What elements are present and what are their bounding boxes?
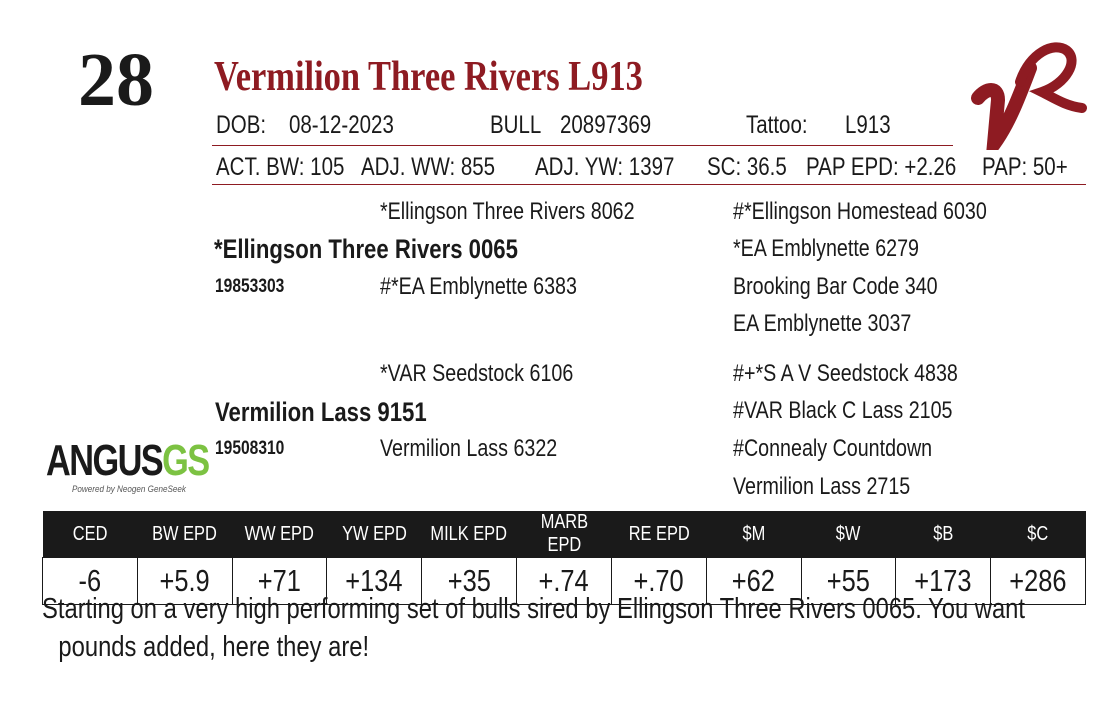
epd-value-ww: +71	[232, 558, 327, 605]
dob-value: 08-12-2023	[289, 111, 394, 139]
pap-value: PAP: 50+	[982, 153, 1068, 181]
vr-ranch-logo	[968, 38, 1088, 150]
registration-number: 20897369	[560, 111, 652, 139]
epd-header-ww: WW EPD	[232, 511, 327, 558]
sire-name: *Ellingson Three Rivers 0065	[214, 234, 518, 264]
sire-sire-sire: #*Ellingson Homestead 6030	[733, 198, 987, 225]
animal-name: Vermilion Three Rivers L913	[214, 54, 643, 100]
epd-header-m: $M	[706, 511, 801, 558]
epd-header-marb: MARB EPD	[517, 511, 612, 558]
epd-header-b: $B	[896, 511, 991, 558]
epd-value-milk: +35	[422, 558, 517, 605]
angus-word: ANGUS	[46, 436, 163, 485]
dam-sire-sire: #+*S A V Seedstock 4838	[733, 360, 958, 387]
sire-registration: 19853303	[215, 276, 285, 297]
sire-dam: #*EA Emblynette 6383	[380, 273, 577, 300]
epd-value-yw: +134	[327, 558, 422, 605]
epd-header-ced: CED	[43, 511, 138, 558]
angus-gs-mark: GS	[162, 436, 209, 485]
adj-yw: ADJ. YW: 1397	[535, 153, 675, 181]
dam-dam-dam: Vermilion Lass 2715	[733, 473, 911, 500]
epd-value-re: +.70	[611, 558, 706, 605]
divider-rule	[212, 184, 1086, 185]
notes-block	[42, 590, 1082, 666]
notes-text: Starting on a very high performing set of bulls sired by Ellingson Three Rivers 0065. You want pounds added, here they are!	[42, 593, 1026, 663]
epd-value-m: +62	[706, 558, 801, 605]
epd-header-milk: MILK EPD	[422, 511, 517, 558]
angus-gs-logo	[46, 436, 209, 500]
epd-header-yw: YW EPD	[327, 511, 422, 558]
epd-header-re: RE EPD	[611, 511, 706, 558]
epd-value-c: +286	[991, 558, 1086, 605]
sire-sire-dam: *EA Emblynette 6279	[733, 235, 919, 262]
sire-sire: *Ellingson Three Rivers 8062	[380, 198, 635, 225]
tattoo-value: L913	[845, 111, 891, 139]
dam-sire-dam: #VAR Black C Lass 2105	[733, 397, 953, 424]
sex-value: BULL	[490, 111, 542, 139]
divider-rule	[212, 145, 953, 146]
dam-registration: 19508310	[215, 438, 285, 459]
dam-dam: Vermilion Lass 6322	[380, 435, 558, 462]
dam-name: Vermilion Lass 9151	[215, 397, 427, 427]
epd-header-row	[43, 511, 1086, 558]
dam-sire: *VAR Seedstock 6106	[380, 360, 574, 387]
sire-dam-sire: Brooking Bar Code 340	[733, 273, 938, 300]
epd-header-bw: BW EPD	[137, 511, 232, 558]
act-bw: ACT. BW: 105	[216, 153, 345, 181]
angus-tagline: Powered by Neogen GeneSeek	[72, 484, 186, 494]
dob-label: DOB:	[216, 111, 267, 139]
pap-epd: PAP EPD: +2.26	[806, 153, 957, 181]
epd-value-w: +55	[801, 558, 896, 605]
epd-value-b: +173	[896, 558, 991, 605]
adj-ww: ADJ. WW: 855	[361, 153, 496, 181]
dam-dam-sire: #Connealy Countdown	[733, 435, 933, 462]
epd-header-w: $W	[801, 511, 896, 558]
epd-value-marb: +.74	[517, 558, 612, 605]
sire-dam-dam: EA Emblynette 3037	[733, 310, 912, 337]
epd-value-ced: -6	[43, 558, 138, 605]
lot-number: 28	[78, 38, 154, 122]
scrotal-circumference: SC: 36.5	[707, 153, 787, 181]
tattoo-label: Tattoo:	[746, 111, 808, 139]
epd-value-bw: +5.9	[137, 558, 232, 605]
epd-header-c: $C	[991, 511, 1086, 558]
